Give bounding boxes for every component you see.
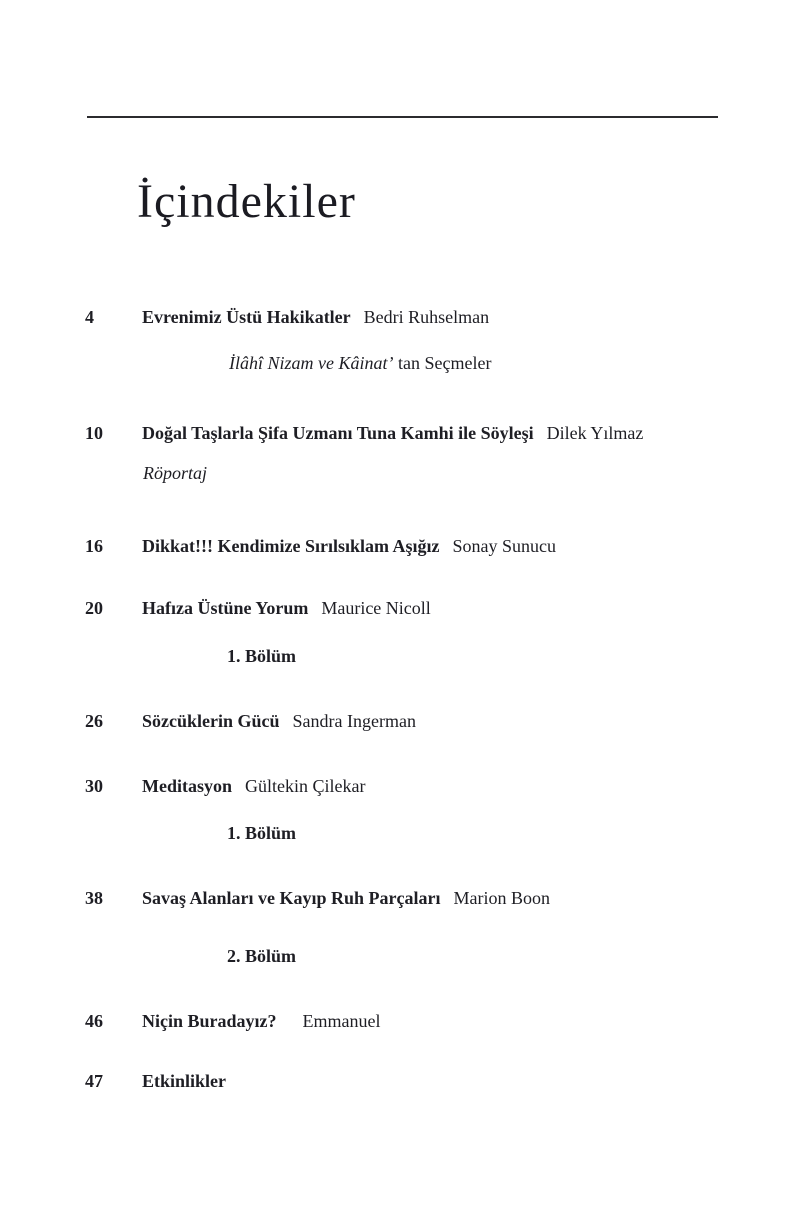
toc-entry [85, 1012, 381, 1032]
subtitle-chapter: 1. Bölüm [227, 823, 297, 843]
page-number: 38 [85, 888, 103, 908]
entry-author: Emmanuel [302, 1011, 381, 1031]
entry-title: Meditasyon [142, 776, 232, 796]
entry-title: Doğal Taşlarla Şifa Uzmanı Tuna Kamhi ile Söyleşi [142, 423, 534, 443]
entry-title: Niçin Buradayız? [142, 1011, 277, 1031]
entry-author: Maurice Nicoll [321, 598, 431, 618]
entry-author: Sonay Sunucu [452, 536, 557, 556]
toc-subtitle [227, 947, 296, 967]
entry-author: Marion Boon [453, 888, 551, 908]
page-number: 10 [85, 423, 103, 443]
toc-subtitle [143, 464, 207, 484]
toc-entry [85, 424, 643, 444]
page-number: 30 [85, 776, 103, 796]
top-rule [87, 116, 718, 118]
page-number: 16 [85, 536, 103, 556]
subtitle-chapter: 2. Bölüm [227, 946, 297, 966]
entry-title: Savaş Alanları ve Kayıp Ruh Parçaları [142, 888, 441, 908]
page-number: 46 [85, 1011, 103, 1031]
toc-subtitle [229, 354, 491, 374]
toc-entry [85, 599, 431, 619]
page-number: 4 [85, 307, 94, 327]
toc-entry [85, 537, 556, 557]
entry-author: Sandra Ingerman [292, 711, 416, 731]
subtitle-chapter: 1. Bölüm [227, 646, 297, 666]
entry-author: Bedri Ruhselman [363, 307, 490, 327]
entry-title: Etkinlikler [142, 1071, 227, 1091]
page-number: 47 [85, 1071, 103, 1091]
toc-entry [85, 712, 416, 732]
entry-title: Sözcüklerin Gücü [142, 711, 280, 731]
toc-entry [85, 889, 550, 909]
subtitle-italic: Röportaj [143, 463, 208, 483]
toc-entry [85, 1072, 226, 1092]
page-number: 20 [85, 598, 103, 618]
entry-title: Dikkat!!! Kendimize Sırılsıklam Aşığız [142, 536, 440, 556]
entry-author: Gültekin Çilekar [245, 776, 366, 796]
toc-subtitle [227, 647, 296, 667]
entry-title: Evrenimiz Üstü Hakikatler [142, 307, 351, 327]
toc-entry [85, 777, 365, 797]
toc-entry [85, 308, 489, 328]
entry-title: Hafıza Üstüne Yorum [142, 598, 309, 618]
entry-author: Dilek Yılmaz [546, 423, 644, 443]
subtitle-italic: İlâhî Nizam ve Kâinat’ [229, 353, 394, 373]
page-title: İçindekiler [137, 175, 356, 229]
page-number: 26 [85, 711, 103, 731]
toc-subtitle [227, 824, 296, 844]
subtitle-plain: tan Seçmeler [393, 353, 492, 373]
